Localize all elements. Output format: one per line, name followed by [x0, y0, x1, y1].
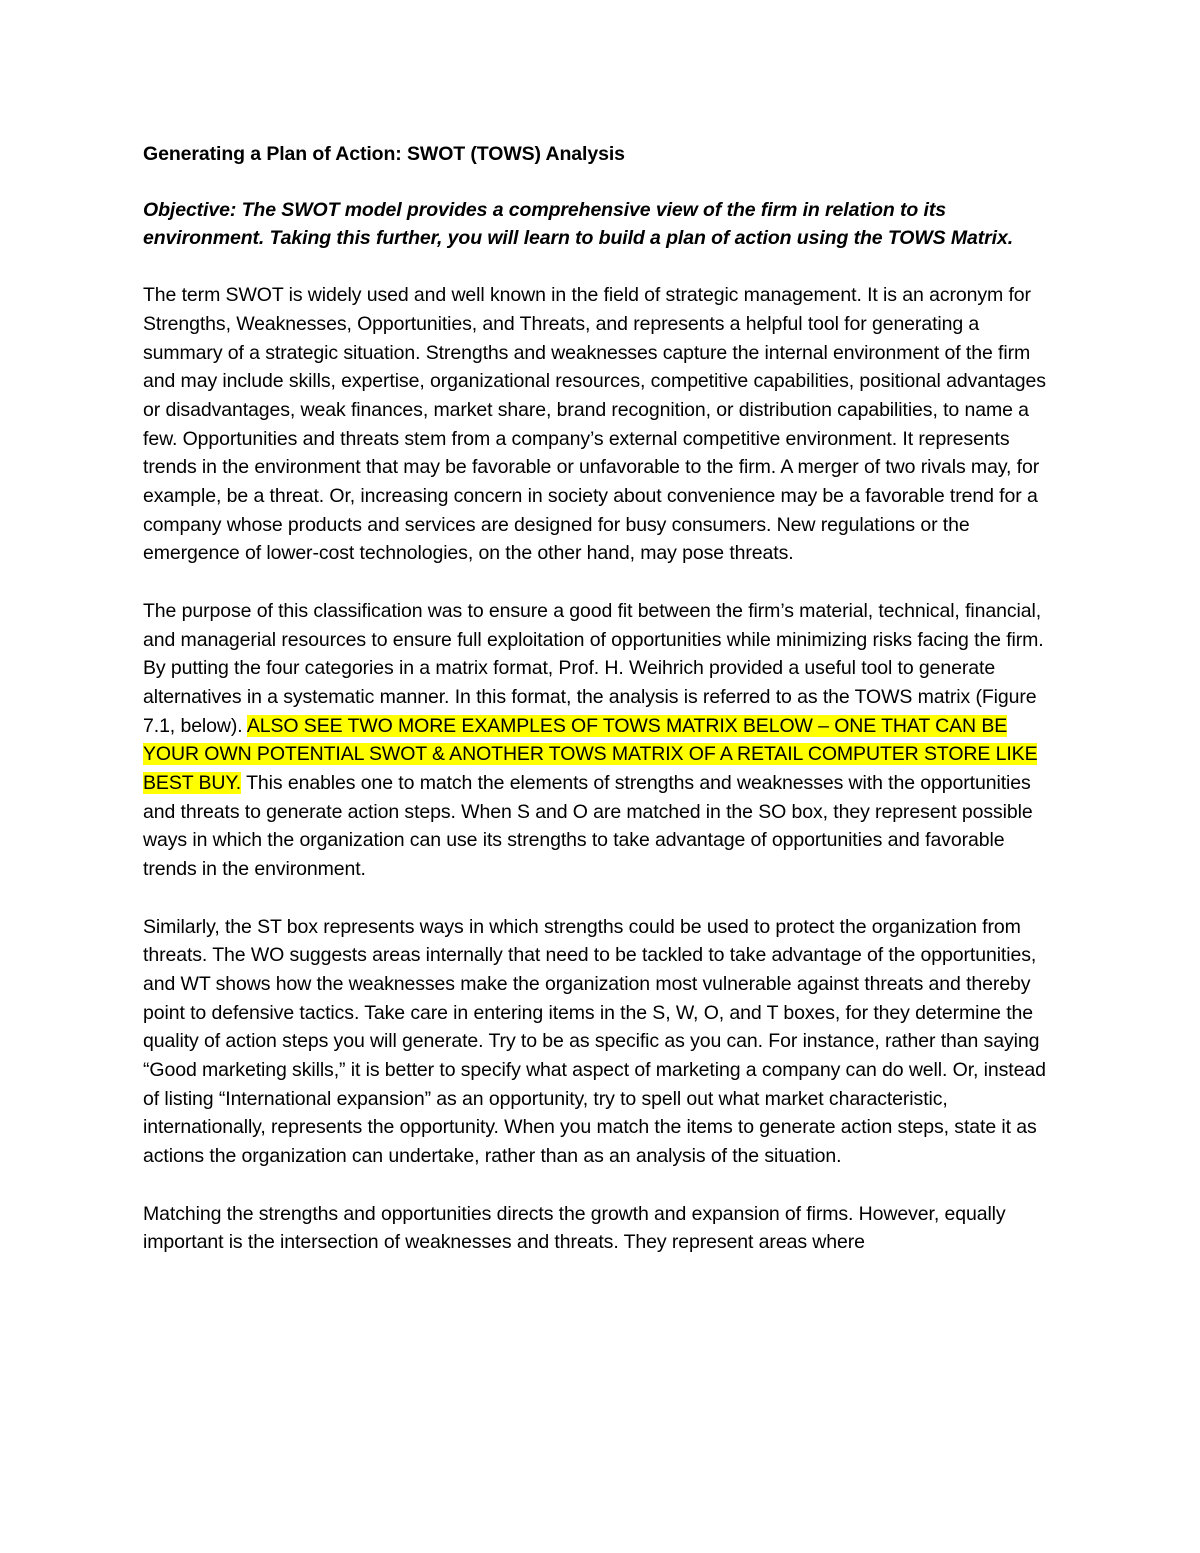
paragraph-tows-matrix: [143, 597, 1061, 884]
objective-statement: Objective: The SWOT model provides a comprehensive view of the firm in relation to its environment. Taking this further, you will learn to build a plan of action using the TOWS Matrix.: [143, 198, 1014, 250]
document-title: Generating a Plan of Action: SWOT (TOWS) Analysis: [143, 143, 625, 165]
paragraph-tows-text-after: This enables one to match the elements of strengths and weaknesses with the opportunities and threats to generate action steps. When S and O are matched in the SO box, they represent possible ways in which the organization can use its strengths to take advantage of opportunities and favorable trends in the environment.: [143, 772, 1033, 881]
paragraph-tows-text-before: The purpose of this classification was to ensure a good fit between the firm’s material, technical, financial, and managerial resources to ensure full exploitation of opportunities while minimizing risks facing the firm. By putting the four categories in a matrix format, Prof. H. Weihrich provided a useful tool to generate alternatives in a systematic manner. In this format, the analysis is referred to as the TOWS matrix (Figure 7.1, below).: [143, 599, 1044, 737]
document-body: [143, 140, 1061, 1286]
paragraph-matching: Matching the strengths and opportunities directs the growth and expansion of firms. However, equally important is the intersection of weaknesses and threats. They represent areas where: [143, 1202, 1006, 1254]
highlighted-note: ALSO SEE TWO MORE EXAMPLES OF TOWS MATRIX BELOW – ONE THAT CAN BE YOUR OWN POTENTIAL SWOT & ANOTHER TOWS MATRIX OF A RETAIL COMPUTER STORE LIKE BEST BUY.: [143, 714, 1038, 795]
paragraph-swot-definition: The term SWOT is widely used and well known in the field of strategic management. It is an acronym for Strengths, Weaknesses, Opportunities, and Threats, and represents a helpful tool for generating a summary of a strategic situation. Strengths and weaknesses capture the internal environment of the firm and may include skills, expertise, organizational resources, competitive capabilities, positional advantages or disadvantages, weak finances, market share, brand recognition, or distribution capabilities, to name a few. Opportunities and threats stem from a company’s external competitive environment. It represents trends in the environment that may be favorable or unfavorable to the firm. A merger of two rivals may, for example, be a threat. Or, increasing concern in society about convenience may be a favorable trend for a company whose products and services are designed for busy consumers. New regulations or the emergence of lower-cost technologies, on the other hand, may pose threats.: [143, 284, 1046, 565]
paragraph-st-wo-wt-boxes: Similarly, the ST box represents ways in which strengths could be used to protect the organization from threats. The WO suggests areas internally that need to be tackled to take advantage of the opportunities, and WT shows how the weaknesses make the organization most vulnerable against threats and thereby point to defensive tactics. Take care in entering items in the S, W, O, and T boxes, for they determine the quality of action steps you will generate. Try to be as specific as you can. For instance, rather than saying “Good marketing skills,” it is better to specify what aspect of marketing a company can do well. Or, instead of listing “International expansion” as an opportunity, try to spell out what market characteristic, internationally, represents the opportunity. When you match the items to generate action steps, state it as actions the organization can undertake, rather than as an analysis of the situation.: [143, 915, 1046, 1168]
